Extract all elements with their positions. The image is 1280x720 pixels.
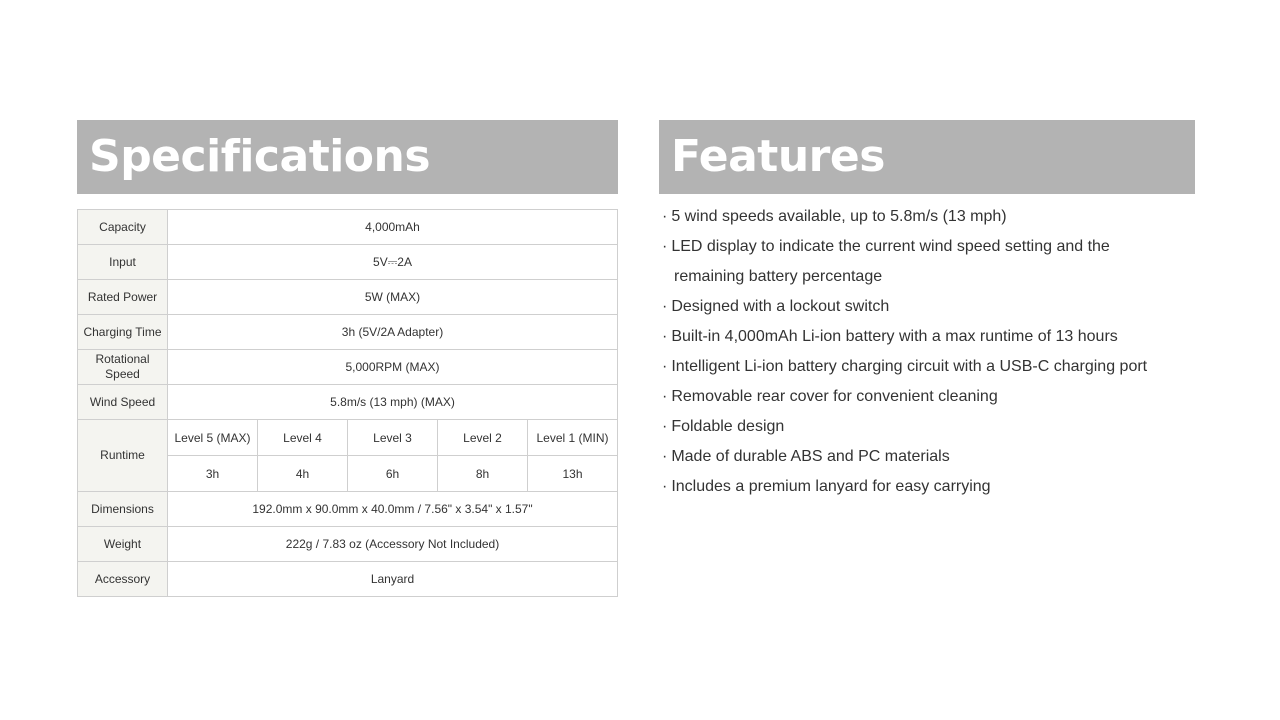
- spec-label: Capacity: [78, 210, 168, 245]
- feature-item: [662, 442, 1147, 472]
- spec-row-rotational-speed: [78, 350, 618, 385]
- feature-text: 5 wind speeds available, up to 5.8m/s (13 mph): [671, 208, 1007, 225]
- feature-text: Designed with a lockout switch: [671, 298, 890, 315]
- spec-row-wind-speed: [78, 385, 618, 420]
- specifications-table: [77, 209, 618, 597]
- feature-item: [662, 352, 1147, 382]
- feature-text: LED display to indicate the current wind speed setting and the: [671, 238, 1110, 255]
- bullet: ·: [662, 358, 668, 375]
- bullet: ·: [662, 448, 668, 465]
- runtime-time: 8h: [438, 456, 528, 492]
- runtime-time: 13h: [528, 456, 618, 492]
- spec-value: 3h (5V/2A Adapter): [168, 315, 618, 350]
- spec-row-accessory: [78, 562, 618, 597]
- spec-row-input: [78, 245, 618, 280]
- feature-item: [662, 472, 1147, 502]
- spec-label: Rotational Speed: [78, 350, 168, 385]
- bullet: ·: [662, 328, 668, 345]
- spec-row-weight: [78, 527, 618, 562]
- bullet: ·: [662, 208, 668, 225]
- runtime-time: 4h: [258, 456, 348, 492]
- feature-text: Removable rear cover for convenient cleaning: [671, 388, 998, 405]
- feature-item: [662, 202, 1147, 232]
- runtime-level: Level 4: [258, 420, 348, 456]
- spec-label-runtime: Runtime: [78, 420, 168, 492]
- spec-value: 5,000RPM (MAX): [168, 350, 618, 385]
- specifications-heading: Specifications: [77, 120, 618, 194]
- spec-label: Rated Power: [78, 280, 168, 315]
- spec-row-charging-time: [78, 315, 618, 350]
- spec-label: Dimensions: [78, 492, 168, 527]
- spec-label: Wind Speed: [78, 385, 168, 420]
- runtime-time: 3h: [168, 456, 258, 492]
- spec-value: 5.8m/s (13 mph) (MAX): [168, 385, 618, 420]
- spec-value: 222g / 7.83 oz (Accessory Not Included): [168, 527, 618, 562]
- bullet: ·: [662, 388, 668, 405]
- spec-label: Weight: [78, 527, 168, 562]
- bullet: ·: [662, 478, 668, 495]
- runtime-level: Level 2: [438, 420, 528, 456]
- runtime-level: Level 1 (MIN): [528, 420, 618, 456]
- spec-value: 4,000mAh: [168, 210, 618, 245]
- bullet: ·: [662, 238, 668, 255]
- bullet: ·: [662, 298, 668, 315]
- feature-item: [662, 232, 1147, 292]
- spec-row-rated-power: [78, 280, 618, 315]
- spec-value: 192.0mm x 90.0mm x 40.0mm / 7.56" x 3.54" x 1.57": [168, 492, 618, 527]
- spec-row-runtime-levels: [78, 420, 618, 456]
- spec-label: Charging Time: [78, 315, 168, 350]
- runtime-level: Level 3: [348, 420, 438, 456]
- spec-row-dimensions: [78, 492, 618, 527]
- spec-value: 5W (MAX): [168, 280, 618, 315]
- spec-label: Accessory: [78, 562, 168, 597]
- runtime-level: Level 5 (MAX): [168, 420, 258, 456]
- spec-value: 5V⎓2A: [168, 245, 618, 280]
- features-list: [662, 202, 1147, 502]
- spec-value: Lanyard: [168, 562, 618, 597]
- feature-item: [662, 382, 1147, 412]
- features-heading: Features: [659, 120, 1195, 194]
- bullet: ·: [662, 418, 668, 435]
- feature-item: [662, 322, 1147, 352]
- feature-text: Intelligent Li-ion battery charging circuit with a USB-C charging port: [671, 358, 1148, 375]
- runtime-time: 6h: [348, 456, 438, 492]
- feature-text-continuation: remaining battery percentage: [674, 268, 883, 285]
- feature-item: [662, 412, 1147, 442]
- feature-text: Built-in 4,000mAh Li-ion battery with a max runtime of 13 hours: [671, 328, 1118, 345]
- feature-item: [662, 292, 1147, 322]
- spec-row-capacity: [78, 210, 618, 245]
- spec-label: Input: [78, 245, 168, 280]
- feature-text: Includes a premium lanyard for easy carrying: [671, 478, 991, 495]
- feature-text: Foldable design: [671, 418, 785, 435]
- feature-text: Made of durable ABS and PC materials: [671, 448, 950, 465]
